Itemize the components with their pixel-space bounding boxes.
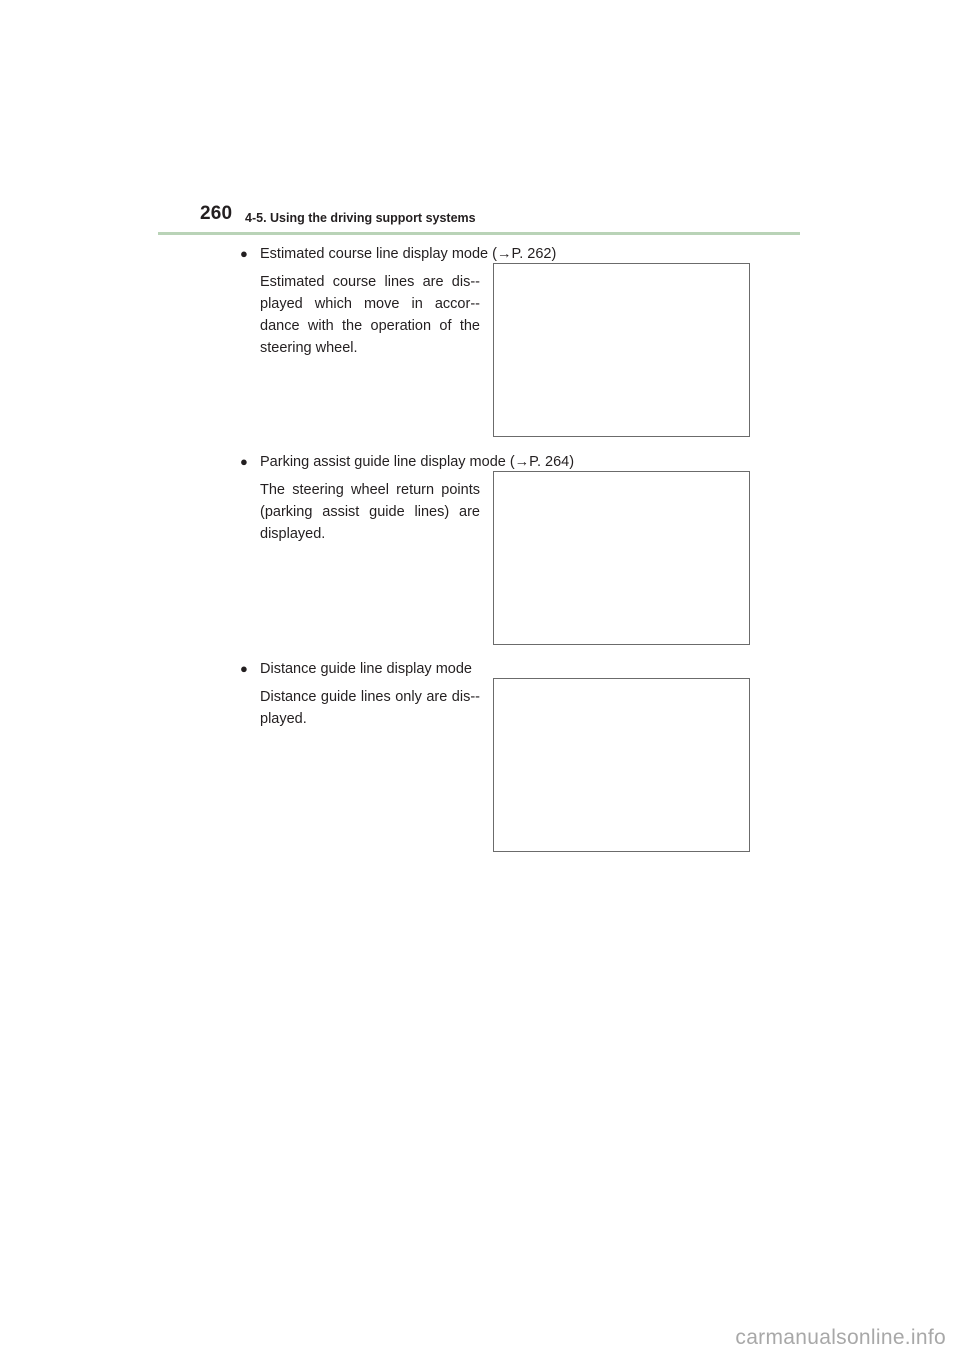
- section-title: 4-5. Using the driving support systems: [245, 211, 476, 225]
- watermark: carmanualsonline.info: [735, 1326, 946, 1349]
- screen-illustration: [493, 263, 750, 437]
- mode-description: The steering wheel return points (parking assist guide lines) are displayed.: [260, 482, 480, 542]
- header-divider: [158, 232, 800, 235]
- bullet-icon: ●: [240, 454, 248, 469]
- bullet-icon: ●: [240, 661, 248, 676]
- mode-title: Distance guide line display mode: [260, 661, 472, 677]
- mode-title: Estimated course line display mode (→P. 262): [260, 246, 557, 262]
- screen-illustration: [493, 471, 750, 645]
- page-number: 260: [200, 203, 233, 224]
- mode-description: Estimated course lines are dis-played which move in accor-dance with the operation of the steering wheel.: [260, 274, 480, 356]
- mode-item-distance-guide: [240, 658, 760, 727]
- screen-illustration: [493, 678, 750, 852]
- mode-title: Parking assist guide line display mode (→P. 264): [260, 454, 575, 470]
- bullet-icon: ●: [240, 246, 248, 261]
- mode-item-estimated-course: [240, 243, 760, 356]
- mode-description: Distance guide lines only are dis-played.: [260, 689, 480, 727]
- mode-item-parking-assist: [240, 451, 760, 542]
